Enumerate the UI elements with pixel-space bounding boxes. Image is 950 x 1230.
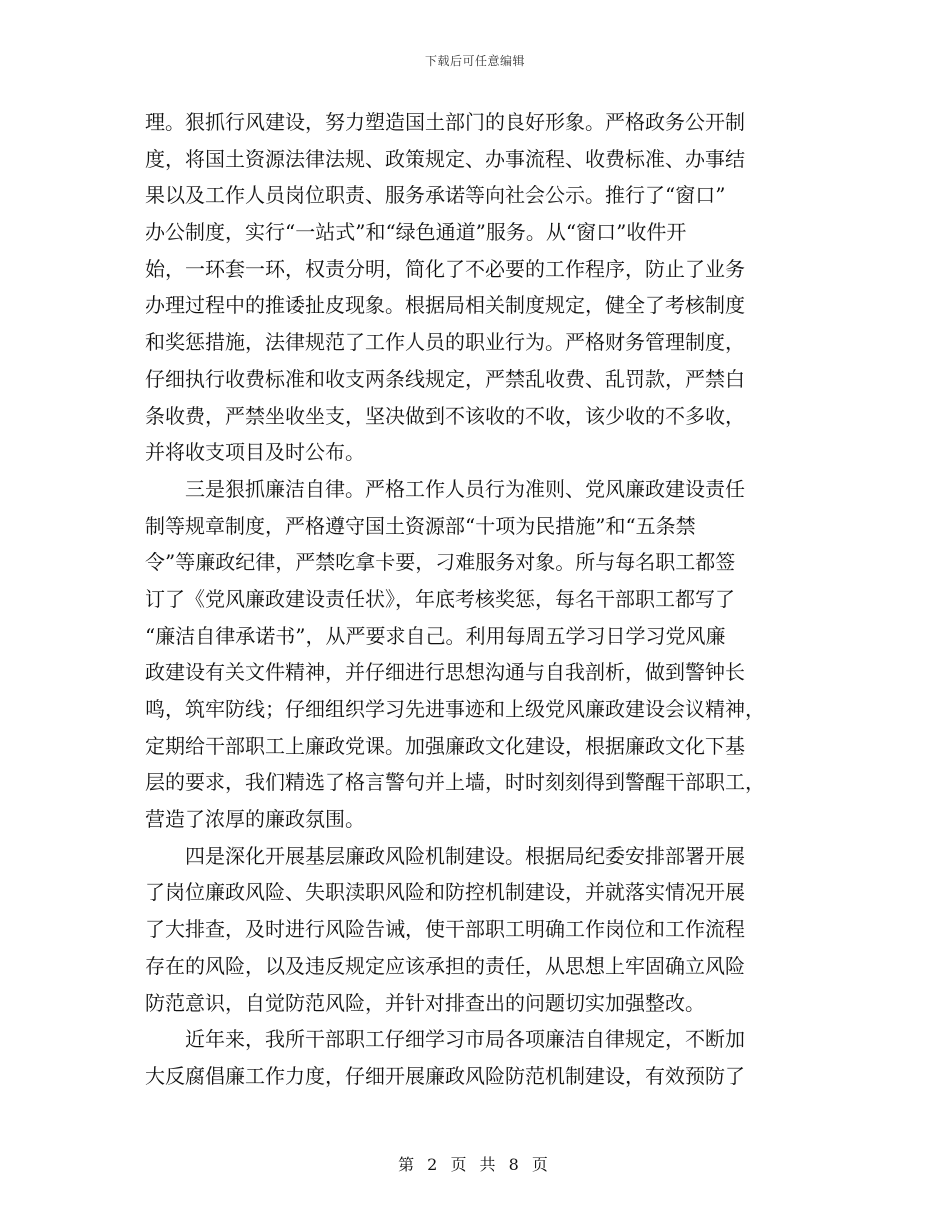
text-line: 办公制度，实行“一站式”和“绿色通道”服务。从“窗口”收件开 (145, 220, 687, 245)
page-header-note: 下载后可任意编辑 (424, 54, 525, 68)
text-line: 四是深化开展基层廉政风险机制建设。根据局纪委安排部署开展 (185, 843, 745, 868)
text-line: 并将收支项目及时公布。 (145, 440, 365, 465)
text-line: 制等规章制度，严格遵守国土资源部“十项为民措施”和“五条禁 (145, 513, 696, 538)
text-line: 度，将国土资源法律法规、政策规定、办事流程、收费标准、办事结 (145, 146, 745, 171)
text-line: 三是狠抓廉洁自律。严格工作人员行为准则、党风廉政建设责任 (185, 476, 745, 501)
text-line: 令”等廉政纪律，严禁吃拿卡要，刁难服务对象。所与每名职工都签 (145, 550, 736, 575)
text-line: 始，一环套一环，权责分明，简化了不必要的工作程序，防止了业务 (145, 256, 745, 281)
text-line: 大反腐倡廉工作力度，仔细开展廉政风险防范机制建设，有效预防了 (145, 1063, 745, 1088)
text-line: 条收费，严禁坐收坐支，坚决做到不该收的不收，该少收的不多收， (145, 403, 745, 428)
document-body (145, 104, 805, 1095)
text-line: 订了《党风廉政建设责任状》，年底考核奖惩，每名干部职工都写了 (145, 586, 735, 611)
text-line: 了岗位廉政风险、失职渎职风险和防控机制建设，并就落实情况开展 (145, 880, 745, 905)
text-line: 营造了浓厚的廉政氛围。 (145, 807, 365, 832)
text-line: 办理过程中的推诿扯皮现象。根据局相关制度规定，健全了考核制度 (145, 293, 745, 318)
text-line: 仔细执行收费标准和收支两条线规定，严禁乱收费、乱罚款，严禁白 (145, 366, 745, 391)
text-line: 和奖惩措施，法律规范了工作人员的职业行为。严格财务管理制度， (145, 330, 745, 355)
text-line: 近年来，我所干部职工仔细学习市局各项廉洁自律规定，不断加 (185, 1027, 745, 1052)
text-line: 存在的风险，以及违反规定应该承担的责任，从思想上牢固确立风险 (145, 953, 745, 978)
text-line: 鸣，筑牢防线；仔细组织学习先进事迹和上级党风廉政建设会议精神， (145, 697, 765, 721)
text-line: 了大排查，及时进行风险告诫，使干部职工明确工作岗位和工作流程 (145, 917, 745, 942)
text-line: 层的要求，我们精选了格言警句并上墙，时时刻刻得到警醒干部职工， (145, 770, 765, 795)
text-line: 理。狠抓行风建设，努力塑造国土部门的良好形象。严格政务公开制 (145, 110, 745, 134)
text-line: 定期给干部职工上廉政党课。加强廉政文化建设，根据廉政文化下基 (145, 733, 745, 758)
page-number-footer: 第 2 页 共 8 页 (398, 1155, 552, 1174)
text-line: 防范意识，自觉防范风险，并针对排查出的问题切实加强整改。 (145, 990, 705, 1015)
text-line: “廉洁自律承诺书”，从严要求自己。利用每周五学习日学习党风廉 (145, 623, 726, 648)
text-line: 果以及工作人员岗位职责、服务承诺等向社会公示。推行了“窗口” (145, 183, 726, 208)
text-line: 政建设有关文件精神，并仔细进行思想沟通与自我剖析，做到警钟长 (145, 660, 745, 685)
